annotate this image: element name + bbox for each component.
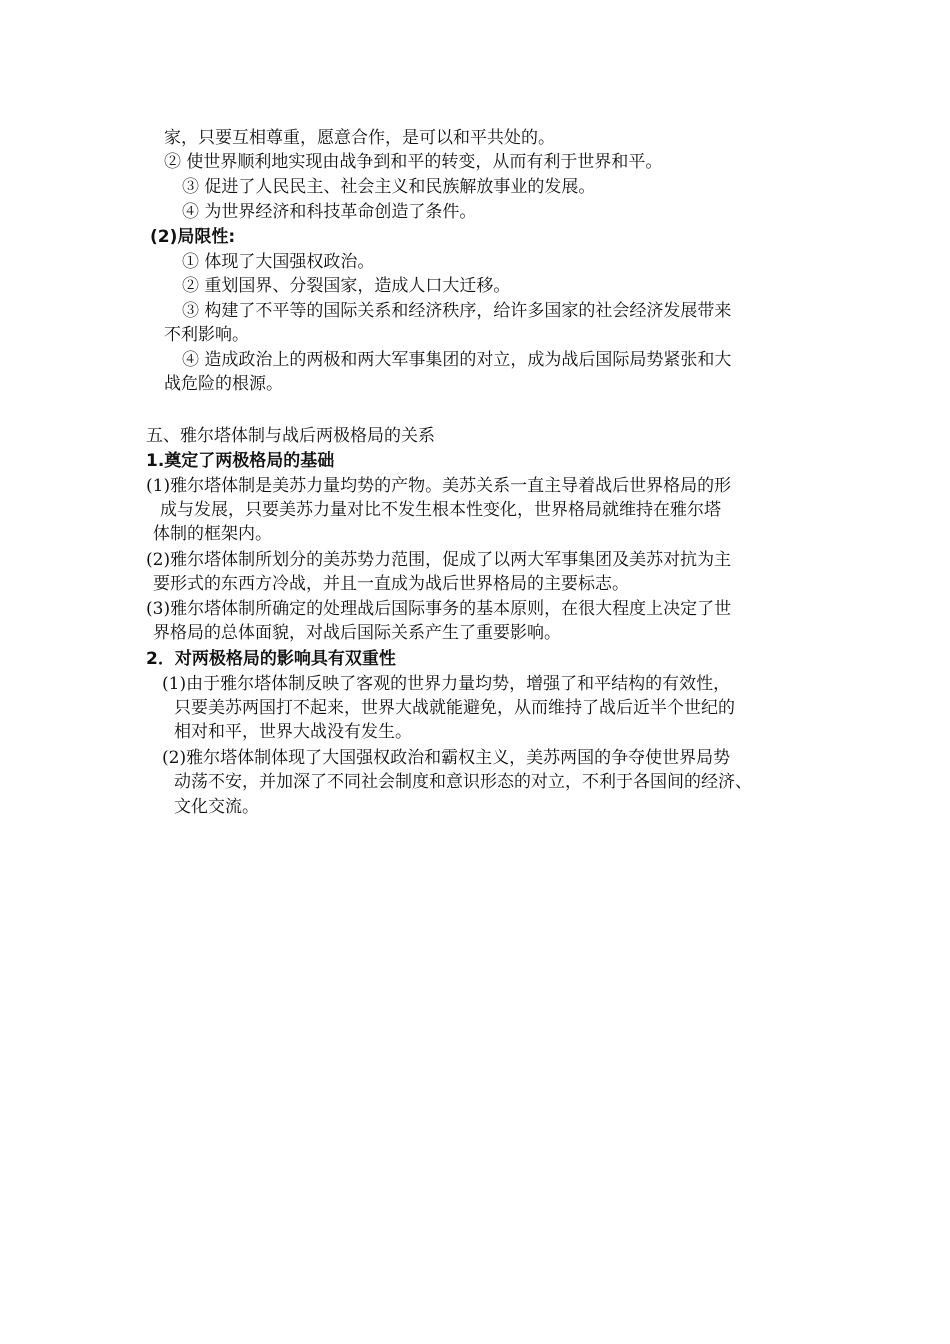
list-item: ② 使世界顺利地实现由战争到和平的转变，从而有利于世界和平。: [164, 152, 663, 172]
list-item: ③ 促进了人民民主、社会主义和民族解放事业的发展。: [182, 177, 596, 197]
paragraph-line: (2)雅尔塔体制所划分的美苏势力范围，促成了以两大军事集团及美苏对抗为主: [146, 550, 732, 570]
section-title: 五、雅尔塔体制与战后两极格局的关系: [146, 426, 435, 446]
paragraph-line: 相对和平，世界大战没有发生。: [174, 722, 412, 742]
paragraph-line: (1)由于雅尔塔体制反映了客观的世界力量均势，增强了和平结构的有效性，: [162, 674, 731, 694]
text-line: 战危险的根源。: [164, 374, 283, 394]
paragraph-line: 成与发展，只要美苏力量对比不发生根本性变化，世界格局就维持在雅尔塔: [160, 500, 721, 520]
paragraph-line: 文化交流。: [174, 797, 259, 817]
paragraph-line: 只要美苏两国打不起来，世界大战就能避免，从而维持了战后近半个世纪的: [174, 698, 735, 718]
section-heading: (2)局限性:: [150, 227, 236, 247]
list-item: ② 重划国界、分裂国家，造成人口大迁移。: [182, 276, 511, 296]
paragraph-line: (2)雅尔塔体制体现了大国强权政治和霸权主义，美苏两国的争夺使世界局势: [162, 748, 731, 768]
subsection-heading: 1.奠定了两极格局的基础: [146, 451, 335, 471]
list-item: ④ 造成政治上的两极和两大军事集团的对立，成为战后国际局势紧张和大: [182, 350, 732, 370]
paragraph-line: 动荡不安，并加深了不同社会制度和意识形态的对立，不利于各国间的经济、: [174, 772, 752, 792]
paragraph-line: 要形式的东西方冷战，并且一直成为战后世界格局的主要标志。: [153, 574, 629, 594]
list-item: ④ 为世界经济和科技革命创造了条件。: [182, 202, 477, 222]
paragraph-line: (1)雅尔塔体制是美苏力量均势的产物。美苏关系一直主导着战后世界格局的形: [146, 476, 732, 496]
subsection-heading: 2．对两极格局的影响具有双重性: [146, 649, 396, 669]
paragraph-line: 界格局的总体面貌，对战后国际关系产生了重要影响。: [153, 623, 561, 643]
paragraph-line: 体制的框架内。: [153, 524, 272, 544]
list-item: ① 体现了大国强权政治。: [182, 252, 375, 272]
text-line: 不利影响。: [164, 325, 249, 345]
text-line: 家，只要互相尊重，愿意合作，是可以和平共处的。: [164, 128, 555, 148]
paragraph-line: (3)雅尔塔体制所确定的处理战后国际事务的基本原则，在很大程度上决定了世: [146, 599, 732, 619]
list-item: ③ 构建了不平等的国际关系和经济秩序，给许多国家的社会经济发展带来: [182, 301, 732, 321]
